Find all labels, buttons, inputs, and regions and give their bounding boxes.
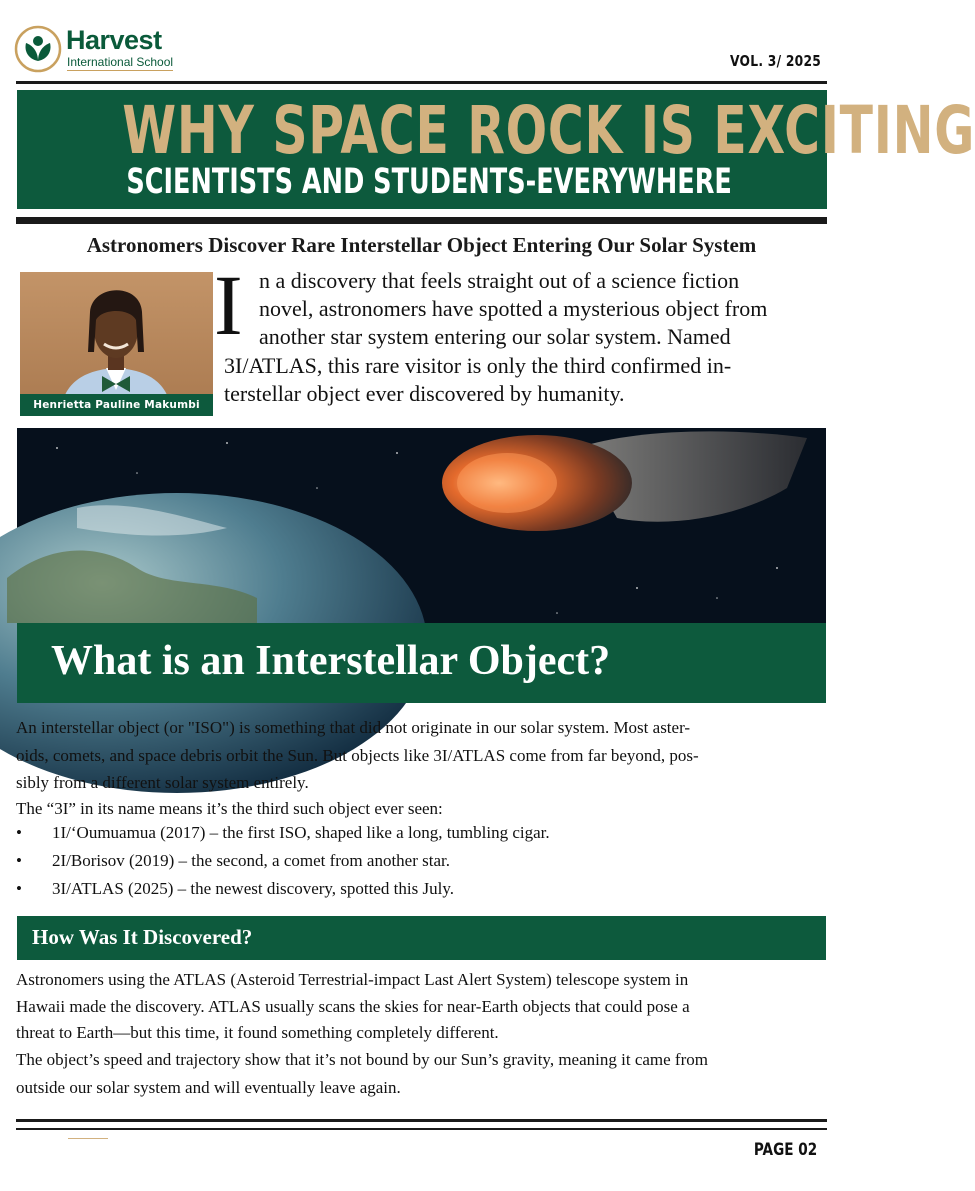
- footer-rule: [16, 1119, 827, 1122]
- section-title: What is an Interstellar Object?: [51, 638, 611, 684]
- leaf-logo-icon: [14, 25, 62, 73]
- masthead-subtitle: SCIENTISTS AND STUDENTS-EVERYWHERE: [126, 162, 732, 202]
- paragraph-line: oids, comets, and space debris orbit the Sun. But objects like 3I/ATLAS come from far beyond, pos-: [16, 746, 699, 765]
- bullet-icon: •: [16, 851, 22, 870]
- footer-rule-thin: [16, 1128, 827, 1130]
- drop-cap: I: [214, 257, 243, 353]
- page-number: PAGE 02: [753, 1140, 817, 1160]
- bullet-item: 3I/ATLAS (2025) – the newest discovery, spotted this July.: [52, 879, 454, 898]
- masthead-title: WHY SPACE ROCK IS EXCITING: [122, 92, 975, 169]
- intro-line: another star system entering our solar system. Named: [259, 324, 731, 349]
- paragraph-line: outside our solar system and will eventually leave again.: [16, 1078, 401, 1097]
- subsection-banner: [17, 916, 826, 960]
- bullet-icon: •: [16, 879, 22, 898]
- gold-accent-line: [68, 1138, 108, 1139]
- volume-label: VOL. 3/ 2025: [729, 52, 821, 70]
- paragraph-line: sibly from a different solar system entirely.: [16, 773, 309, 792]
- section-banner: [17, 623, 826, 703]
- masthead-banner: [17, 90, 975, 209]
- subsection-title: How Was It Discovered?: [32, 925, 253, 949]
- paragraph-line: An interstellar object (or "ISO") is something that did not originate in our solar system. Most aster-: [16, 718, 691, 737]
- author-caption: Henrietta Pauline Makumbi: [20, 394, 213, 416]
- paragraph-line: The object’s speed and trajectory show that it’s not bound by our Sun’s gravity, meaning it came from: [16, 1050, 708, 1069]
- paragraph-line: The “3I” in its name means it’s the third such object ever seen:: [16, 799, 443, 818]
- intro-line: 3I/ATLAS, this rare visitor is only the third confirmed in-: [224, 353, 732, 378]
- intro-line: n a discovery that feels straight out of a science fiction: [259, 268, 740, 293]
- paragraph-line: threat to Earth—but this time, it found something completely different.: [16, 1023, 499, 1042]
- school-logo: [14, 25, 194, 75]
- bullet-item: 2I/Borisov (2019) – the second, a comet from another star.: [52, 851, 450, 870]
- top-rule: [16, 81, 827, 84]
- article-headline: Astronomers Discover Rare Interstellar Object Entering Our Solar System: [86, 233, 757, 257]
- masthead-rule: [16, 217, 827, 224]
- bullet-icon: •: [16, 823, 22, 842]
- school-name: Harvest: [66, 25, 162, 55]
- intro-line: novel, astronomers have spotted a mysterious object from: [259, 296, 768, 321]
- intro-line: terstellar object ever discovered by humanity.: [224, 381, 625, 406]
- school-subtitle: International School: [67, 55, 174, 69]
- bullet-item: 1I/‘Oumuamua (2017) – the first ISO, shaped like a long, tumbling cigar.: [52, 823, 550, 842]
- paragraph-line: Astronomers using the ATLAS (Asteroid Terrestrial-impact Last Alert System) telescope system in: [16, 970, 689, 989]
- paragraph-line: Hawaii made the discovery. ATLAS usually scans the skies for near-Earth objects that could pose a: [16, 997, 690, 1016]
- hero-space-image: [17, 428, 826, 623]
